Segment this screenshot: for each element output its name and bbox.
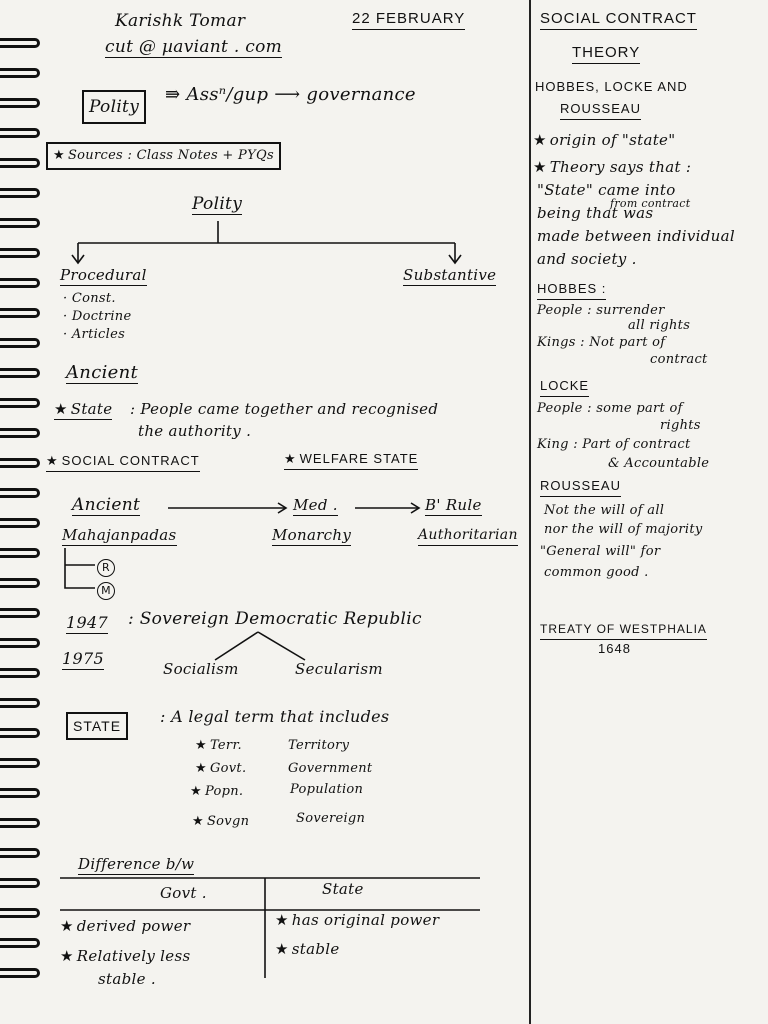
- secularism-label: Secularism: [295, 660, 383, 678]
- procedural-label: Procedural: [60, 266, 147, 284]
- hobbes-kings-line2: contract: [650, 352, 708, 367]
- rousseau-line3: "General will" for: [540, 544, 661, 559]
- note-date: 22 FEBRUARY: [352, 10, 465, 30]
- westphalia-heading: TREATY OF WESTPHALIA: [540, 620, 707, 640]
- author-email: cut @ µaviant . com: [105, 37, 283, 57]
- flow-ancient: Ancient: [72, 495, 141, 515]
- state-term-abbr: ★ Popn.: [190, 783, 243, 801]
- year-1947: 1947: [66, 613, 108, 632]
- locke-heading: LOCKE: [540, 377, 589, 397]
- state-text-line2: the authority .: [138, 422, 252, 440]
- locke-people-line2: rights: [660, 418, 701, 433]
- authors-line2: ROUSSEAU: [560, 100, 641, 120]
- state-term-abbr: ★ Sovgn: [192, 813, 249, 831]
- state-term-full: Territory: [288, 738, 350, 753]
- ancient-heading: Ancient: [66, 362, 139, 383]
- state-point: ★ has original power: [275, 911, 439, 929]
- rousseau-line1: Not the will of all: [544, 503, 665, 518]
- state-text-line1: : People came together and recognised: [130, 400, 439, 418]
- flow-mahajanpadas: Mahajanpadas: [62, 526, 177, 544]
- locke-king-line2: & Accountable: [608, 456, 710, 471]
- flow-monarchy: Monarchy: [272, 526, 352, 544]
- author-name: Karishk Tomar: [115, 11, 246, 31]
- origin-of-state: ★ origin of "state": [533, 131, 675, 149]
- state-term-full: Government: [288, 761, 373, 776]
- authors-line1: HOBBES, LOCKE AND: [535, 79, 688, 94]
- state-box: STATE: [66, 712, 128, 740]
- difference-heading: Difference b/w: [78, 855, 195, 873]
- hobbes-people-line2: all rights: [628, 318, 691, 333]
- state-term-abbr: ★ Govt.: [195, 760, 246, 778]
- state-came-line3: made between individual: [537, 227, 735, 245]
- theory-says: ★ Theory says that :: [533, 158, 691, 176]
- state-came-line1: "State" came into: [537, 181, 676, 199]
- hobbes-people-line1: People : surrender: [537, 303, 665, 318]
- procedural-item: · Const.: [63, 291, 116, 306]
- year-1947-text: : Sovereign Democratic Republic: [128, 609, 422, 629]
- from-contract-note: from contract: [610, 197, 691, 210]
- rousseau-heading: ROUSSEAU: [540, 477, 621, 497]
- polity-box: Polity: [82, 90, 146, 124]
- state-point: ★ stable: [275, 940, 340, 958]
- sources-box: ★ Sources : Class Notes + PYQs: [46, 142, 281, 170]
- locke-king-line1: King : Part of contract: [537, 437, 691, 452]
- social-contract-label: ★ SOCIAL CONTRACT: [46, 452, 200, 472]
- govt-point: ★ derived power: [60, 917, 190, 935]
- locke-people-line1: People : some part of: [537, 401, 683, 416]
- welfare-state-label: ★ WELFARE STATE: [284, 450, 418, 470]
- state-term-full: Population: [290, 782, 364, 797]
- flow-authoritarian: Authoritarian: [418, 526, 518, 546]
- procedural-item: · Doctrine: [63, 309, 132, 324]
- substantive-label: Substantive: [403, 266, 497, 284]
- hobbes-heading: HOBBES :: [537, 280, 606, 300]
- column-govt: Govt .: [160, 884, 207, 902]
- state-definition: : A legal term that includes: [160, 707, 390, 726]
- state-label: ★ State: [54, 400, 112, 420]
- westphalia-year: 1648: [598, 641, 631, 656]
- govt-point: ★ Relatively less: [60, 947, 190, 965]
- right-title-line2: THEORY: [572, 44, 640, 64]
- polity-flow: ⇛ Assⁿ/gup ⟶ governance: [165, 84, 416, 105]
- circle-m: M: [97, 580, 115, 600]
- govt-point: stable .: [98, 970, 156, 988]
- hobbes-kings-line1: Kings : Not part of: [537, 335, 666, 350]
- state-came-line2: being that was: [537, 204, 654, 222]
- state-came-line4: and society .: [537, 250, 637, 268]
- rousseau-line2: nor the will of majority: [544, 522, 703, 537]
- right-title-line1: SOCIAL CONTRACT: [540, 10, 697, 30]
- rousseau-line4: common good .: [544, 565, 649, 580]
- procedural-item: · Articles: [63, 327, 126, 342]
- socialism-label: Socialism: [163, 660, 239, 678]
- flow-brule: B' Rule: [425, 496, 482, 514]
- flow-med: Med .: [293, 496, 338, 514]
- tree-root-polity: Polity: [192, 194, 243, 214]
- state-term-abbr: ★ Terr.: [195, 737, 242, 755]
- column-state: State: [322, 880, 364, 898]
- year-1975: 1975: [62, 649, 104, 668]
- state-term-full: Sovereign: [296, 811, 366, 826]
- circle-r: R: [97, 557, 115, 577]
